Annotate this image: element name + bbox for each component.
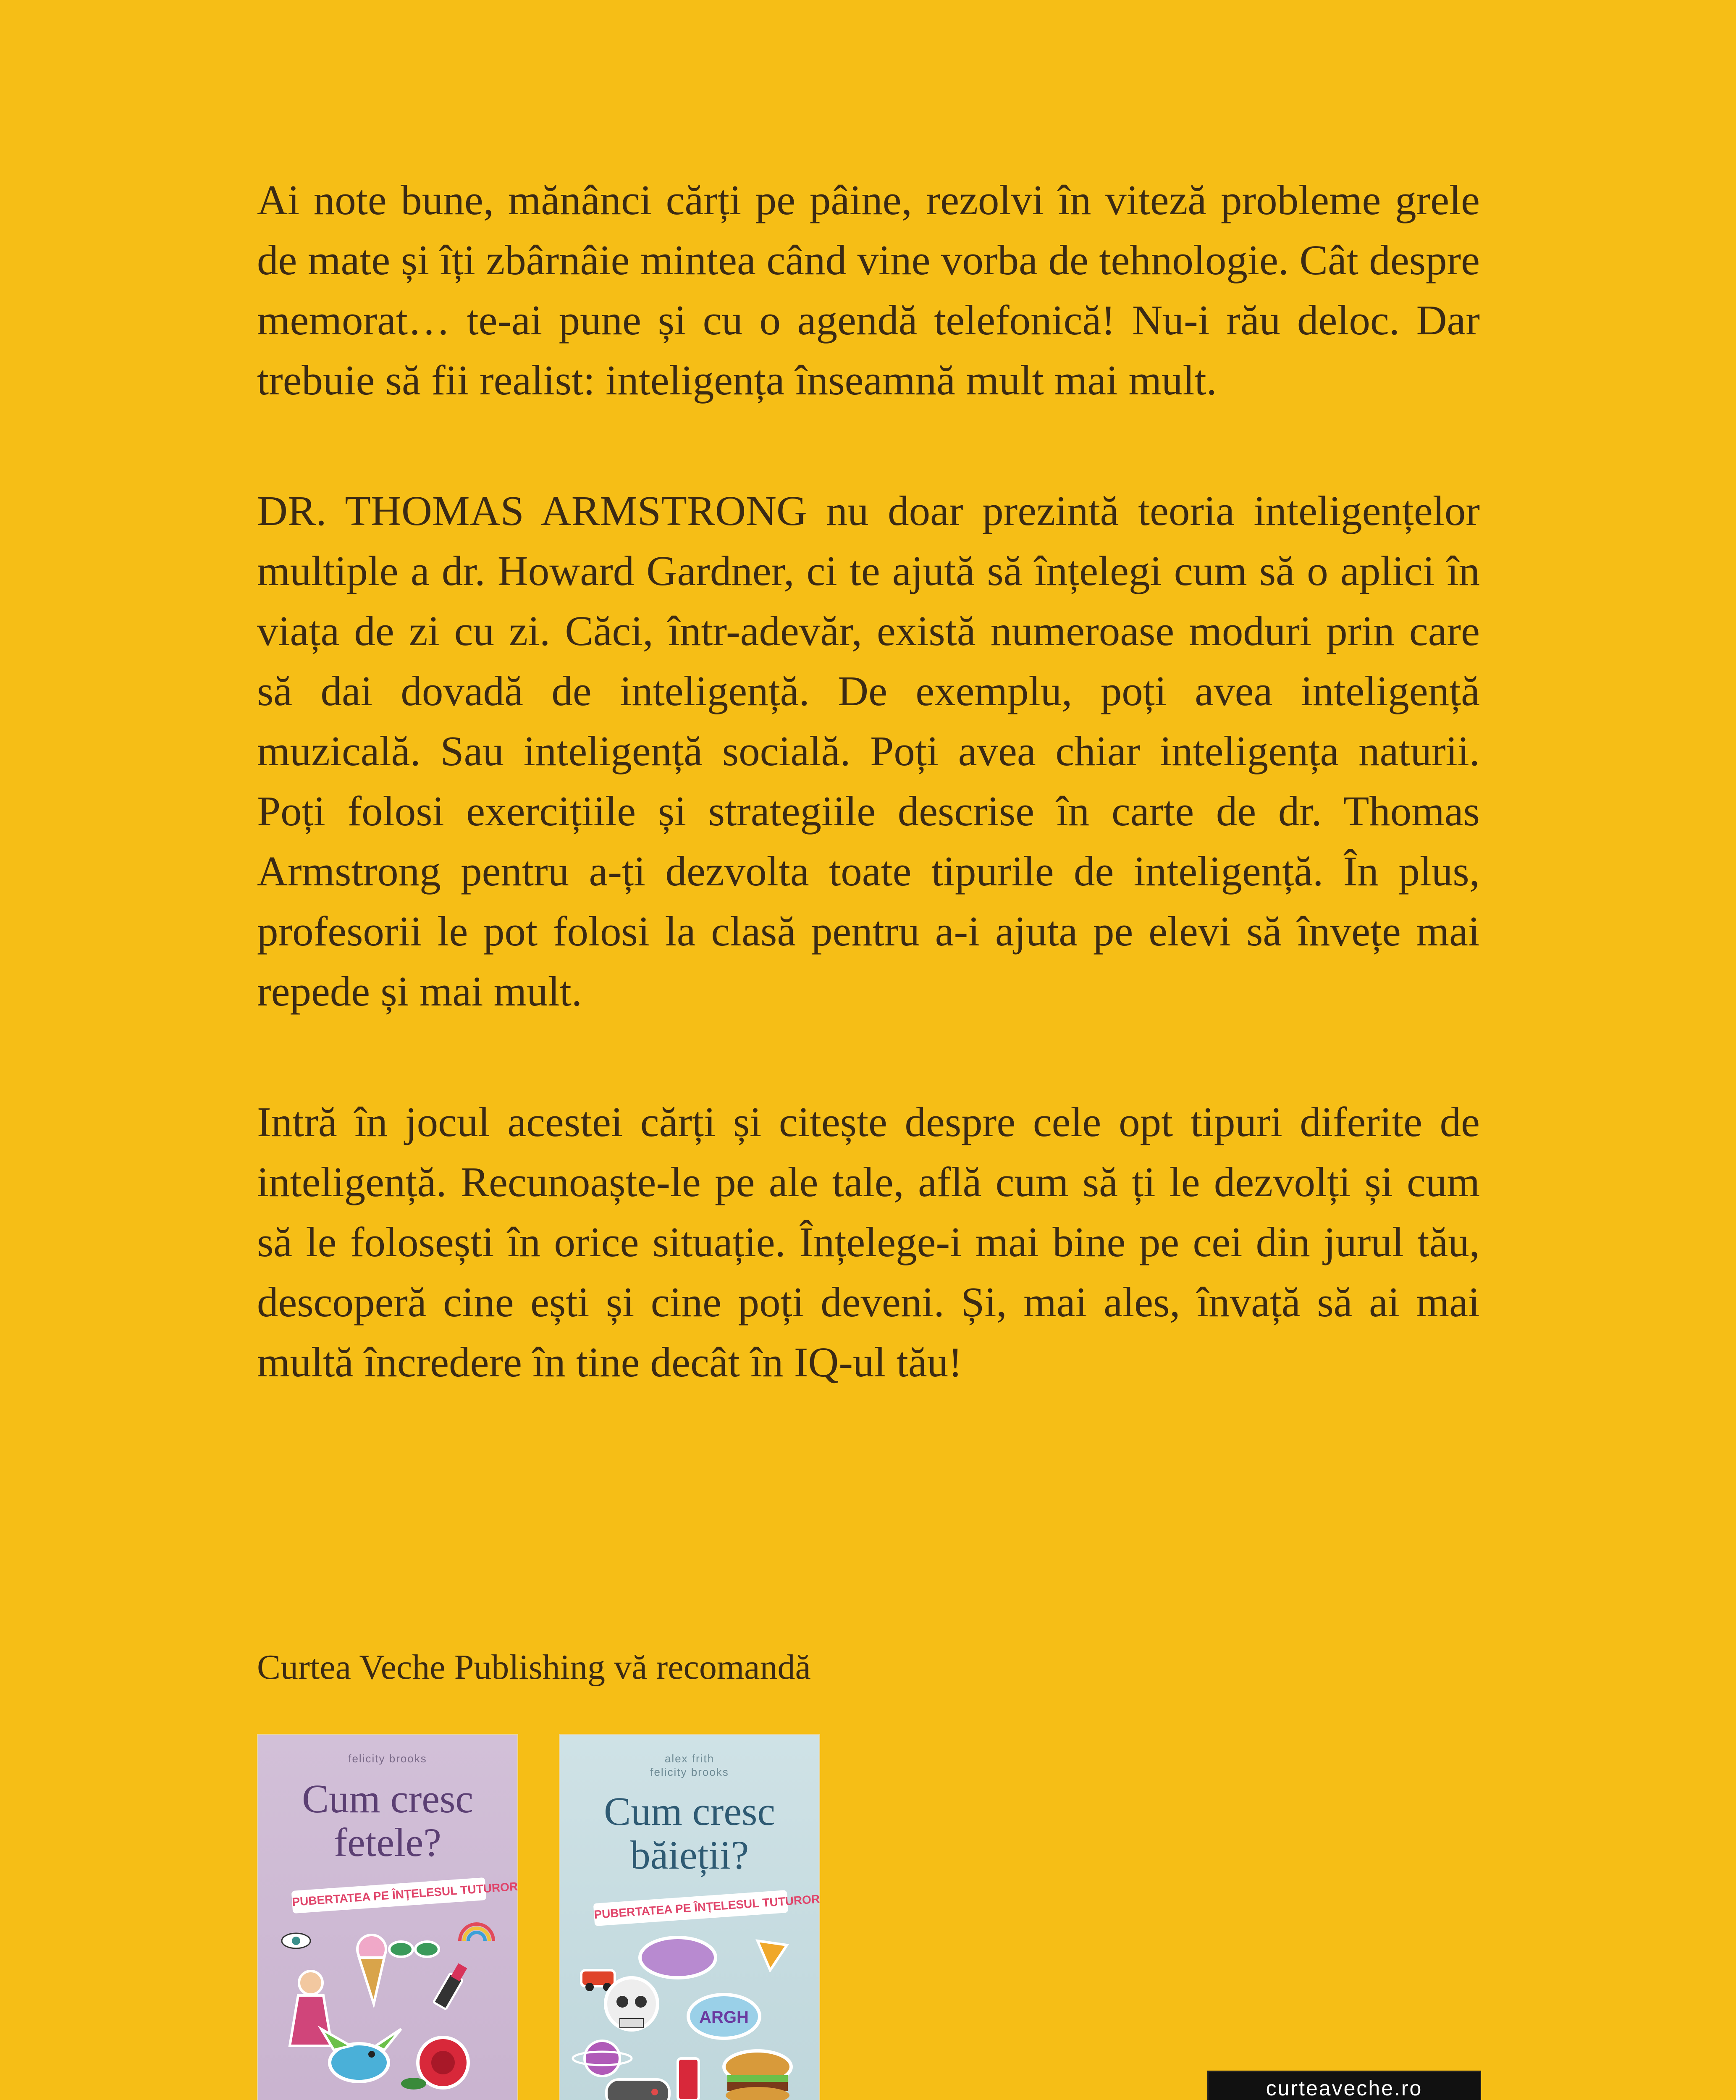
book-author: felicity brooks <box>348 1752 427 1765</box>
ice-cream-sticker-icon <box>357 1935 386 2004</box>
back-cover-blurb <box>257 170 1480 1463</box>
recommendation-label: Curtea Veche Publishing vă recomandă <box>257 1648 811 1687</box>
argh-speech-bubble-icon <box>688 1995 760 2038</box>
planet-sticker-icon <box>573 2041 632 2076</box>
book-subtitle-ribbon: PUBERTATEA PE ÎNȚELESUL TUTUROR <box>291 1877 487 1914</box>
blurb-paragraph-1: Ai note bune, mănânci cărți pe pâine, rezolvi în viteză probleme grele de mate și îți zbârnâie mintea când vine vorba de tehnologie. Cât despre memorat… te-ai pune și cu o agendă telefonică! Nu-i rău deloc. Dar trebuie să fii realist: inteligența înseamnă mult mai mult. <box>257 176 1480 404</box>
book-subtitle-ribbon: PUBERTATEA PE ÎNȚELESUL TUTUROR <box>593 1890 789 1926</box>
sunglasses-sticker-icon <box>389 1942 439 1957</box>
game-controller-icon <box>606 2079 669 2100</box>
skull-sticker-icon <box>606 1978 658 2030</box>
burger-icon <box>724 2051 791 2100</box>
slice-sticker-icon <box>758 1941 787 1970</box>
recommended-book-girls <box>257 1734 518 2100</box>
stickers-illustration <box>573 1932 808 2100</box>
book-authors: alex frith felicity brooks <box>650 1752 729 1778</box>
soda-can-icon <box>678 2058 699 2100</box>
book-title: Cum cresc fetele? <box>302 1776 473 1865</box>
cloud-sticker-icon <box>640 1937 716 1978</box>
bird-sticker-icon <box>321 2029 401 2082</box>
eye-sticker-icon <box>282 1933 310 1948</box>
argh-sticker-text: ARGH <box>699 2008 749 2026</box>
rose-sticker-icon <box>401 2037 468 2090</box>
book-title: Cum cresc băieții? <box>604 1789 775 1877</box>
stickers-illustration <box>275 1924 502 2100</box>
lipstick-sticker-icon <box>433 1963 467 2009</box>
blurb-paragraph-2: DR. THOMAS ARMSTRONG nu doar prezintă teoria inteligențelor multiple a dr. Howard Gardner, ci te ajută să înțelegi cum să o aplici în viața de zi cu zi. Căci, într-adevăr, există numeroase moduri prin care să dai dovadă de inteligență. De exemplu, poți avea inteligență muzicală. Sau inteligență socială. Poți avea chiar inteligența naturii. Poți folosi exercițiile și strategiile descrise în carte de dr. Thomas Armstrong pentru a-ți dezvolta toate tipurile de inteligență. În plus, profesorii le pot folosi la clasă pentru a-i ajuta pe elevi să învețe mai repede și mai mult. <box>257 487 1480 1015</box>
isbn-barcode-box <box>1207 2071 1481 2100</box>
publisher-website: curteaveche.ro <box>1209 2072 1480 2100</box>
rainbow-sticker-icon <box>460 1924 493 1941</box>
blurb-paragraph-3: Intră în jocul acestei cărți și citește despre cele opt tipuri diferite de inteligență. Recunoaște-le pe ale tale, află cum să ți le dezvolți și cum să le folosești în orice situație. Înțelege-i mai bine pe cei din jurul tău, descoperă cine ești și cine poți deveni. Și, mai ales, învață să ai mai multă încredere în tine decât în IQ-ul tău! <box>257 1098 1480 1386</box>
recommended-book-boys <box>559 1734 820 2100</box>
